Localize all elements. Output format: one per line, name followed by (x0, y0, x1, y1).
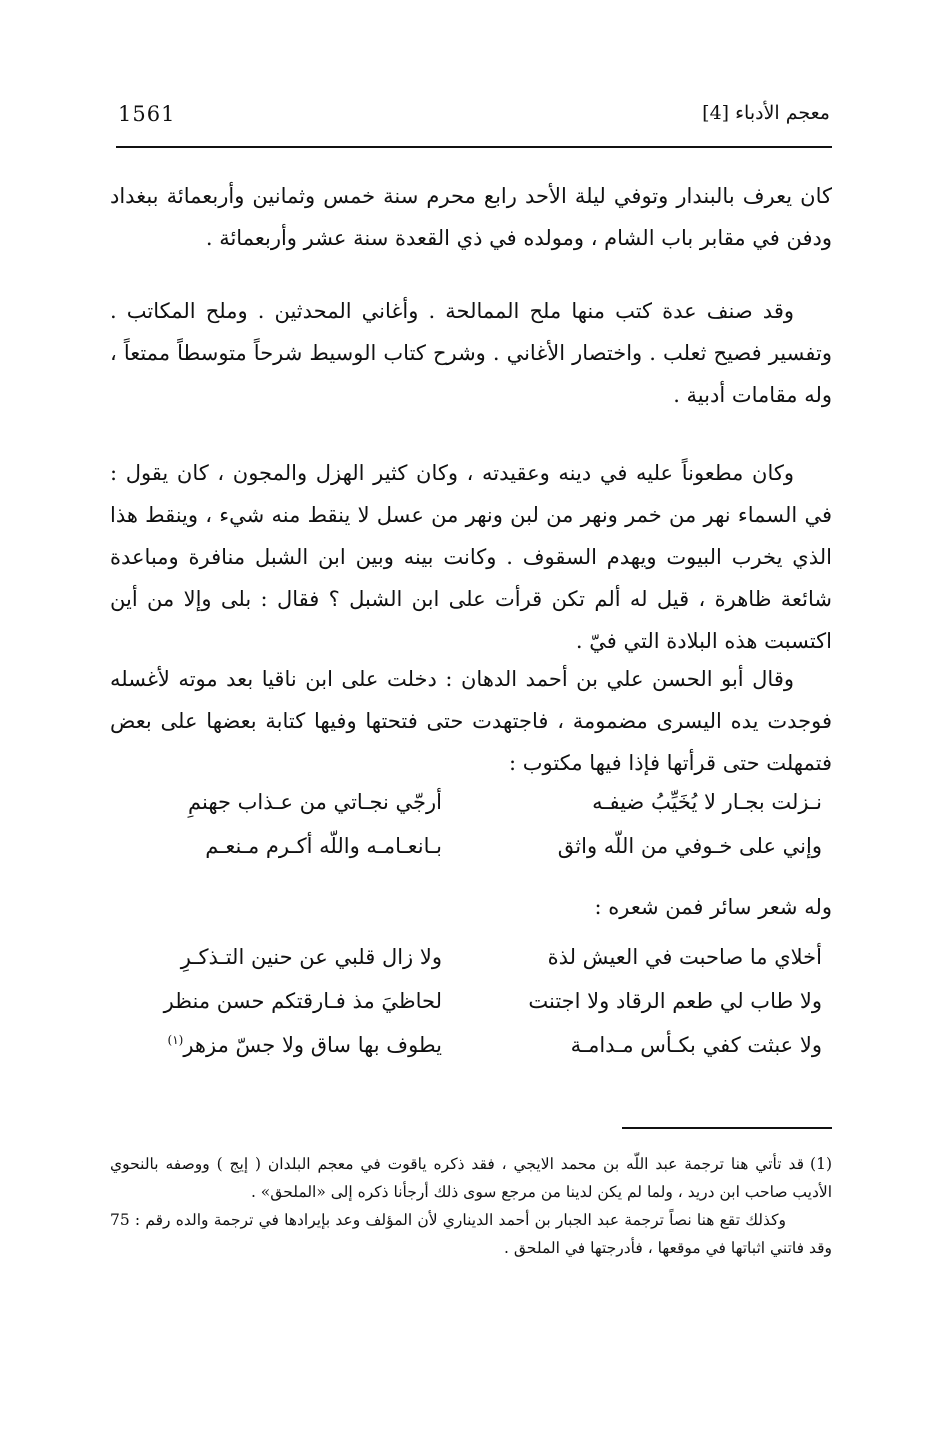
verse-second-hemistich: بـانعـامـه واللّه أكـرم مـنعـم (205, 834, 442, 858)
footnote-1-text: قد تأتي هنا ترجمة عبد اللّه بن محمد الايجي ، فقد ذكره ياقوت في معجم البلدان ( إيج ) ووصفه بالنحوي الأديب صاحب ابن دريد ، ولما لم يكن لدينا من مرجع سوى ذلك أرجأنا ذكره إلى «الملحق» . (110, 1155, 832, 1201)
verse-second-hemistich: ولا زال قلبي عن حنين التـذكـرِ (180, 945, 442, 969)
verse-line (110, 945, 832, 989)
verse-line (110, 834, 832, 878)
footnote-reference[interactable]: (١) (167, 1033, 184, 1047)
verse-second-hemistich (112, 1033, 442, 1057)
verse-second-hemistich: أرجّي نجـاتي من عـذاب جهنمِ (188, 790, 442, 814)
footnote-continuation: وكذلك تقع هنا نصاً ترجمة عبد الجبار بن أحمد الديناري لأن المؤلف وعد بإيرادها في ترجمة والده رقم : 75 وقد فاتني اثباتها في موقعها ، فأدرجتها في الملحق . (110, 1211, 832, 1257)
paragraph-2: وقد صنف عدة كتب منها ملح الممالحة . وأغاني المحدثين . وملح المكاتب . وتفسير فصيح ثعلب . واختصار الأغاني . وشرح كتاب الوسيط شرحاً متوسطاً ممتعاً ، وله مقامات أدبية . (110, 299, 832, 407)
verse-first-hemistich: وإني على خـوفي من اللّه واثق (557, 834, 822, 858)
footnote-rule (622, 1127, 832, 1129)
page-header (118, 100, 830, 140)
verse-intro: وله شعر سائر فمن شعره : (594, 895, 832, 919)
verse-first-hemistich: أخلاي ما صاحبت في العيش لذة (547, 945, 822, 969)
paragraph-4: وقال أبو الحسن علي بن أحمد الدهان : دخلت على ابن ناقيا بعد موته لأغسله فوجدت يده اليسرى مضمومة ، فاجتهدت حتى فتحتها وفيها كتابة بعضها على بعض فتمهلت حتى قرأتها فإذا فيها مكتوب : (110, 667, 832, 775)
verse-first-hemistich: نـزلت بجـار لا يُخَيِّبُ ضيفـه (592, 790, 822, 814)
verse-second-hemistich: لحاظيَ مذ فـارقتكم حسن منظر (163, 989, 442, 1013)
verse-line (110, 1033, 832, 1077)
paragraph-3: وكان مطعوناً عليه في دينه وعقيدته ، وكان كثير الهزل والمجون ، كان يقول : في السماء نهر من خمر ونهر من لبن ونهر من عسل لا ينقط منه شيء ، وينقط هذا الذي يخرب البيوت ويهدم السقوف . وكانت بينه وبين ابن الشبل منافرة ومباعدة شائعة ظاهرة ، قيل له ألم تكن قرأت على ابن الشبل ؟ فقال : بلى وإلا من أين اكتسبت هذه البلادة التي فيّ . (110, 461, 832, 653)
header-rule (116, 146, 832, 148)
verse-line (110, 989, 832, 1033)
footnote-marker: (1) (810, 1155, 832, 1173)
footnote-1 (110, 1150, 832, 1206)
verse-line (110, 790, 832, 834)
footnotes (110, 1150, 832, 1262)
verse-first-hemistich: ولا عبثت كفي بكـأس مـدامـة (570, 1033, 822, 1057)
poem-2 (110, 945, 832, 1077)
running-title: معجم الأدباء [4] (702, 102, 830, 124)
paragraph-1: كان يعرف بالبندار وتوفي ليلة الأحد رابع محرم سنة خمس وثمانين وأربعمائة ببغداد ودفن في مقابر باب الشام ، ومولده في ذي القعدة سنة عشر وأربعمائة . (110, 184, 832, 250)
verse-first-hemistich: ولا طاب لي طعم الرقاد ولا اجتنت (528, 989, 822, 1013)
poem-1 (110, 790, 832, 878)
verse-text: يطوف بها ساق ولا جسّ مزهر (183, 1033, 442, 1057)
page-number: 1561 (118, 102, 176, 126)
